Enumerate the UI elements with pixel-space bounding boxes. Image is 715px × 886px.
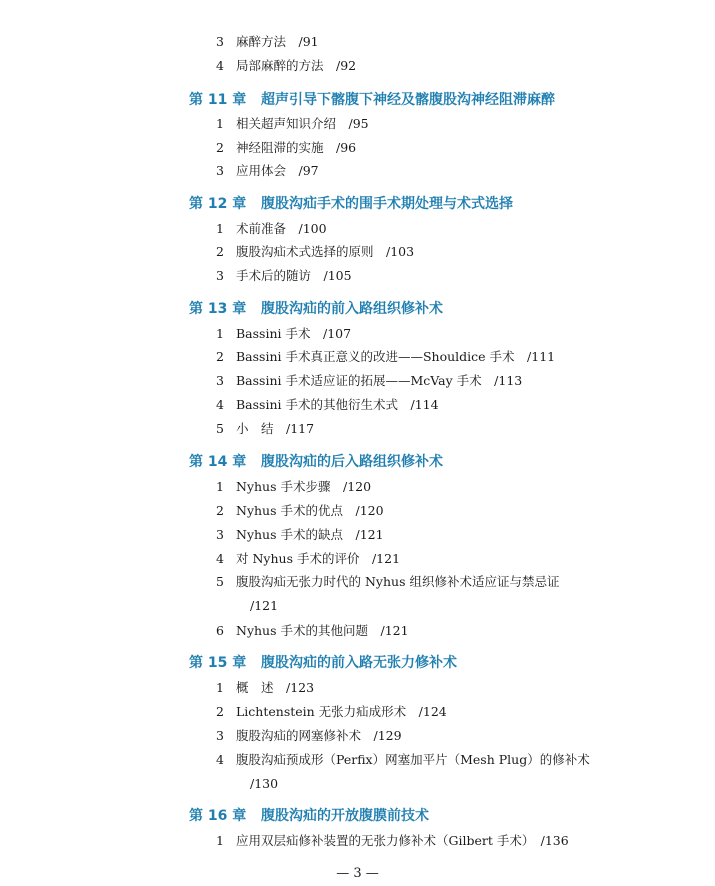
toc-item-number: 4 [216, 397, 224, 412]
toc-item-text: 术前准备 /100 [236, 221, 327, 236]
toc-item[interactable] [216, 700, 686, 724]
toc-item-text: 腹股沟疝预成形（Perfix）网塞加平片（Mesh Plug）的修补术 [236, 752, 590, 767]
toc-item-text: 腹股沟疝的网塞修补术 /129 [236, 728, 402, 743]
toc-item-text: 腹股沟疝无张力时代的 Nyhus 组织修补术适应证与禁忌证 [236, 574, 560, 589]
toc-item[interactable] [216, 136, 686, 160]
toc-item[interactable] [216, 159, 686, 183]
toc-item-page: /121 [250, 598, 279, 613]
toc-item[interactable] [216, 417, 686, 441]
chapter-heading[interactable] [189, 89, 689, 111]
toc-item-text: 手术后的随访 /105 [236, 268, 352, 283]
toc-item-number: 2 [216, 349, 224, 364]
toc-item[interactable] [216, 724, 686, 748]
toc-item-number: 1 [216, 221, 224, 236]
toc-item-number: 3 [216, 163, 224, 178]
chapter-number: 第 15 章 [189, 655, 247, 671]
toc-item[interactable] [216, 54, 686, 78]
chapter-number: 第 16 章 [189, 808, 247, 824]
chapter-heading[interactable] [189, 652, 689, 674]
toc-item-text: Nyhus 手术的优点 /120 [236, 503, 384, 518]
toc-item-number: 5 [216, 421, 224, 436]
toc-item[interactable] [216, 676, 686, 700]
chapter-number: 第 14 章 [189, 454, 247, 470]
toc-item-text: 对 Nyhus 手术的评价 /121 [236, 551, 401, 566]
chapter-heading[interactable] [189, 193, 689, 215]
toc-item[interactable] [216, 570, 686, 618]
page-number: — 3 — [336, 866, 379, 881]
toc-item-text: 麻醉方法 /91 [236, 34, 319, 49]
toc-item-number: 3 [216, 373, 224, 388]
toc-item[interactable] [216, 547, 686, 571]
toc-item-number: 6 [216, 623, 224, 638]
toc-item-text: 概 述 /123 [236, 680, 315, 695]
toc-item[interactable] [216, 619, 686, 643]
toc-item-text: 应用体会 /97 [236, 163, 319, 178]
toc-item-text: 腹股沟疝术式选择的原则 /103 [236, 244, 415, 259]
chapter-heading[interactable] [189, 805, 689, 827]
toc-item-text: Lichtenstein 无张力疝成形术 /124 [236, 704, 447, 719]
chapter-title: 腹股沟疝的前入路组织修补术 [261, 301, 443, 317]
toc-item[interactable] [216, 240, 686, 264]
toc-item[interactable] [216, 322, 686, 346]
chapter-title: 腹股沟疝手术的围手术期处理与术式选择 [261, 196, 513, 212]
toc-item-number: 1 [216, 479, 224, 494]
toc-item-number: 5 [216, 574, 224, 589]
toc-item-text: 相关超声知识介绍 /95 [236, 116, 369, 131]
toc-item[interactable] [216, 345, 686, 369]
toc-item[interactable] [216, 393, 686, 417]
toc-item-text: Bassini 手术的其他衍生术式 /114 [236, 397, 439, 412]
toc-item[interactable] [216, 217, 686, 241]
toc-item[interactable] [216, 499, 686, 523]
toc-item-page: /130 [250, 776, 279, 791]
toc-item-number: 4 [216, 551, 224, 566]
toc-item-number: 2 [216, 503, 224, 518]
toc-item-number: 1 [216, 833, 224, 848]
toc-item[interactable] [216, 369, 686, 393]
toc-item-text: Nyhus 手术步骤 /120 [236, 479, 372, 494]
toc-item-text: Bassini 手术适应证的拓展——McVay 手术 /113 [236, 373, 523, 388]
toc-item[interactable] [216, 112, 686, 136]
toc-item[interactable] [216, 748, 686, 796]
toc-item-text: 应用双层疝修补装置的无张力修补术（Gilbert 手术） /136 [236, 833, 569, 848]
toc-item-number: 1 [216, 680, 224, 695]
toc-item-number: 4 [216, 752, 224, 767]
chapter-number: 第 13 章 [189, 301, 247, 317]
chapter-number: 第 12 章 [189, 196, 247, 212]
chapter-title: 腹股沟疝的前入路无张力修补术 [261, 655, 457, 671]
chapter-title: 超声引导下髂腹下神经及髂腹股沟神经阻滞麻醉 [261, 92, 555, 108]
chapter-heading[interactable] [189, 298, 689, 320]
toc-item-text: Bassini 手术 /107 [236, 326, 352, 341]
chapter-title: 腹股沟疝的开放腹膜前技术 [261, 808, 429, 824]
toc-item-number: 2 [216, 140, 224, 155]
toc-item-text: 小 结 /117 [236, 421, 315, 436]
toc-item-text: Nyhus 手术的其他问题 /121 [236, 623, 409, 638]
toc-item-text: Nyhus 手术的缺点 /121 [236, 527, 384, 542]
toc-item-text: Bassini 手术真正意义的改进——Shouldice 手术 /111 [236, 349, 556, 364]
toc-item-text: 局部麻醉的方法 /92 [236, 58, 357, 73]
toc-item-number: 3 [216, 268, 224, 283]
toc-item[interactable] [216, 30, 686, 54]
toc-item-number: 2 [216, 704, 224, 719]
toc-item[interactable] [216, 475, 686, 499]
toc-item-number: 2 [216, 244, 224, 259]
toc-item-number: 3 [216, 728, 224, 743]
toc-item-number: 1 [216, 326, 224, 341]
toc-item-number: 3 [216, 34, 224, 49]
toc-item[interactable] [216, 264, 686, 288]
toc-item-text: 神经阻滞的实施 /96 [236, 140, 357, 155]
toc-item-number: 3 [216, 527, 224, 542]
chapter-heading[interactable] [189, 451, 689, 473]
toc-item[interactable] [216, 523, 686, 547]
chapter-title: 腹股沟疝的后入路组织修补术 [261, 454, 443, 470]
toc-item-number: 4 [216, 58, 224, 73]
toc-item[interactable] [216, 829, 686, 853]
chapter-number: 第 11 章 [189, 92, 247, 108]
toc-item-number: 1 [216, 116, 224, 131]
